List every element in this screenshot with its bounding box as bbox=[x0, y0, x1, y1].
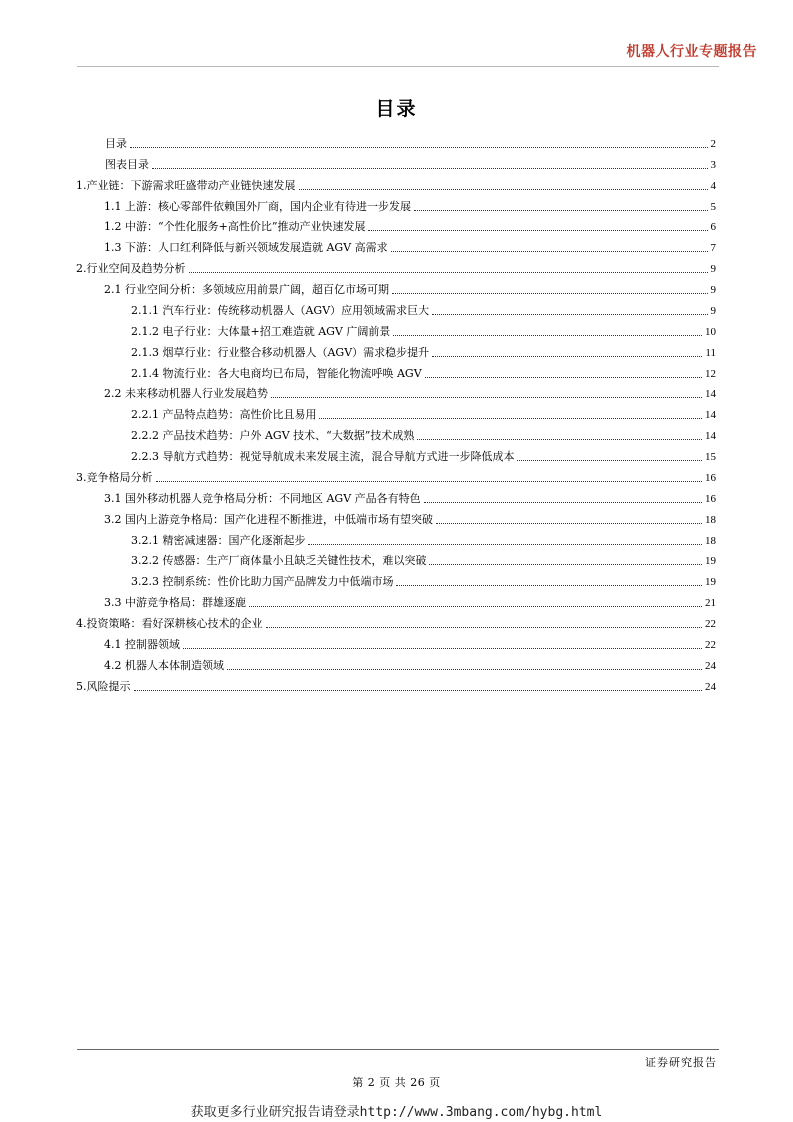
toc-entry-label: 3.竞争格局分析 bbox=[76, 470, 153, 484]
toc-entry[interactable] bbox=[76, 151, 716, 172]
toc-entry-label: 目录 bbox=[105, 136, 127, 150]
toc-entry[interactable] bbox=[76, 297, 716, 318]
toc-entry[interactable] bbox=[76, 318, 716, 339]
toc-entry-label: 1.2 中游：“个性化服务+高性价比”推动产业快速发展 bbox=[104, 220, 366, 234]
toc-leader-dots bbox=[414, 209, 708, 211]
toc-entry[interactable] bbox=[76, 506, 716, 527]
toc-entry-label: 3.2.1 精密减速器：国产化逐渐起步 bbox=[131, 533, 306, 547]
toc-entry[interactable] bbox=[76, 464, 716, 485]
toc-entry-label: 3.2.3 控制系统：性价比助力国产品牌发力中低端市场 bbox=[131, 575, 394, 589]
toc-entry-page: 10 bbox=[705, 325, 716, 338]
toc-leader-dots bbox=[425, 376, 702, 378]
toc-entry-label: 3.2 国内上游竞争格局：国产化进程不断推进，中低端市场有望突破 bbox=[104, 512, 433, 526]
toc-entry-label: 3.1 国外移动机器人竞争格局分析：不同地区 AGV 产品各有特色 bbox=[104, 491, 421, 505]
toc-entry[interactable] bbox=[76, 443, 716, 464]
toc-entry-label: 2.1.4 物流行业：各大电商均已布局，智能化物流呼唤 AGV bbox=[131, 366, 422, 380]
footer-divider bbox=[77, 1049, 719, 1050]
toc-leader-dots bbox=[134, 689, 703, 691]
toc-entry-label: 图表目录 bbox=[105, 157, 149, 171]
toc-entry-label: 1.1 上游：核心零部件依赖国外厂商，国内企业有待进一步发展 bbox=[104, 199, 411, 213]
toc-entry[interactable] bbox=[76, 360, 716, 381]
table-of-contents bbox=[76, 130, 716, 694]
toc-entry-page: 9 bbox=[710, 263, 716, 276]
footer-report-label: 证券研究报告 bbox=[645, 1056, 717, 1069]
toc-entry-page: 9 bbox=[710, 304, 716, 317]
toc-leader-dots bbox=[271, 396, 702, 398]
toc-entry-label: 2.2.1 产品特点趋势：高性价比且易用 bbox=[131, 408, 317, 422]
toc-entry-page: 16 bbox=[705, 471, 716, 484]
toc-entry-page: 24 bbox=[705, 659, 716, 672]
toc-entry[interactable] bbox=[76, 214, 716, 235]
toc-leader-dots bbox=[227, 668, 702, 670]
toc-entry-label: 3.3 中游竞争格局：群雄逐鹿 bbox=[104, 596, 246, 610]
toc-leader-dots bbox=[396, 584, 702, 586]
toc-entry[interactable] bbox=[76, 255, 716, 276]
toc-leader-dots bbox=[424, 501, 702, 503]
toc-entry[interactable] bbox=[76, 631, 716, 652]
toc-leader-dots bbox=[429, 563, 702, 565]
toc-entry-label: 2.行业空间及趋势分析 bbox=[76, 262, 186, 276]
toc-entry-page: 22 bbox=[705, 618, 716, 630]
toc-entry-page: 14 bbox=[705, 430, 716, 443]
toc-entry[interactable] bbox=[76, 130, 716, 151]
toc-leader-dots bbox=[432, 355, 702, 357]
toc-entry[interactable] bbox=[76, 276, 716, 297]
toc-entry-page: 15 bbox=[705, 451, 716, 463]
toc-entry-page: 19 bbox=[705, 576, 716, 589]
toc-entry[interactable] bbox=[76, 485, 716, 506]
toc-entry-label: 4.投资策略：看好深耕核心技术的企业 bbox=[76, 617, 263, 630]
toc-leader-dots bbox=[392, 292, 708, 294]
toc-leader-dots bbox=[249, 605, 702, 607]
toc-entry-page: 6 bbox=[710, 221, 716, 234]
toc-entry[interactable] bbox=[76, 339, 716, 360]
toc-leader-dots bbox=[417, 438, 702, 440]
toc-entry-label: 2.2 未来移动机器人行业发展趋势 bbox=[104, 387, 268, 401]
header-divider bbox=[77, 66, 719, 67]
toc-entry-page: 18 bbox=[705, 534, 716, 547]
toc-entry-page: 9 bbox=[710, 284, 716, 296]
toc-entry-label: 4.2 机器人本体制造领域 bbox=[104, 658, 224, 672]
toc-entry-label: 2.1 行业空间分析：多领域应用前景广阔，超百亿市场可期 bbox=[104, 283, 389, 296]
toc-leader-dots bbox=[391, 250, 708, 252]
toc-leader-dots bbox=[308, 543, 702, 545]
toc-entry-page: 3 bbox=[710, 158, 716, 171]
toc-entry[interactable] bbox=[76, 422, 716, 443]
toc-entry-page: 4 bbox=[710, 179, 716, 192]
toc-leader-dots bbox=[393, 334, 702, 336]
toc-leader-dots bbox=[130, 146, 708, 148]
toc-entry-page: 2 bbox=[710, 137, 716, 150]
page-number: 第 2 页 共 26 页 bbox=[352, 1076, 441, 1089]
toc-entry-page: 12 bbox=[705, 367, 716, 380]
toc-leader-dots bbox=[266, 626, 703, 628]
promo-link-text[interactable]: 获取更多行业研究报告请登录http://www.3mbang.com/hybg.html bbox=[190, 1105, 603, 1120]
toc-entry-page: 22 bbox=[705, 638, 716, 651]
toc-leader-dots bbox=[156, 480, 703, 482]
toc-entry[interactable] bbox=[76, 193, 716, 214]
toc-leader-dots bbox=[517, 459, 702, 461]
toc-leader-dots bbox=[299, 188, 708, 190]
toc-entry[interactable] bbox=[76, 548, 716, 569]
toc-entry[interactable] bbox=[76, 589, 716, 610]
toc-leader-dots bbox=[432, 313, 707, 315]
toc-entry[interactable] bbox=[76, 401, 716, 422]
toc-leader-dots bbox=[368, 229, 707, 231]
toc-entry-page: 19 bbox=[705, 555, 716, 568]
toc-entry-label: 4.1 控制器领域 bbox=[104, 637, 180, 651]
toc-entry-label: 2.1.3 烟草行业：行业整合移动机器人（AGV）需求稳步提升 bbox=[131, 345, 430, 359]
toc-entry[interactable] bbox=[76, 673, 716, 694]
toc-entry-label: 1.产业链：下游需求旺盛带动产业链快速发展 bbox=[76, 178, 296, 192]
toc-entry-page: 14 bbox=[705, 388, 716, 401]
report-header-title: 机器人行业专题报告 bbox=[626, 44, 757, 60]
toc-leader-dots bbox=[319, 417, 702, 419]
toc-leader-dots bbox=[436, 522, 702, 524]
toc-entry[interactable] bbox=[76, 381, 716, 402]
toc-entry-page: 24 bbox=[705, 680, 716, 693]
toc-entry[interactable] bbox=[76, 568, 716, 589]
toc-entry-page: 21 bbox=[705, 597, 716, 610]
toc-entry-label: 2.2.2 产品技术趋势：户外 AGV 技术、“大数据”技术成熟 bbox=[131, 429, 415, 443]
toc-entry[interactable] bbox=[76, 172, 716, 193]
toc-entry-page: 16 bbox=[705, 492, 716, 505]
toc-entry-label: 5.风险提示 bbox=[76, 679, 131, 693]
toc-entry-label: 2.1.2 电子行业：大体量+招工难造就 AGV 广阔前景 bbox=[131, 324, 391, 338]
toc-entry-page: 7 bbox=[710, 242, 716, 255]
toc-leader-dots bbox=[189, 271, 708, 273]
toc-entry[interactable] bbox=[76, 527, 716, 548]
toc-entry[interactable] bbox=[76, 234, 716, 255]
toc-entry-page: 5 bbox=[710, 200, 716, 213]
toc-entry-label: 3.2.2 传感器：生产厂商体量小且缺乏关键性技术，难以突破 bbox=[131, 554, 427, 568]
toc-entry[interactable] bbox=[76, 610, 716, 631]
toc-heading: 目录 bbox=[375, 98, 418, 120]
toc-entry-label: 2.1.1 汽车行业：传统移动机器人（AGV）应用领域需求巨大 bbox=[131, 303, 430, 317]
toc-entry[interactable] bbox=[76, 652, 716, 673]
toc-entry-label: 2.2.3 导航方式趋势：视觉导航成未来发展主流，混合导航方式进一步降低成本 bbox=[131, 450, 515, 463]
toc-leader-dots bbox=[183, 647, 702, 649]
toc-entry-page: 14 bbox=[705, 409, 716, 422]
toc-leader-dots bbox=[152, 167, 708, 169]
toc-entry-page: 11 bbox=[705, 346, 716, 359]
toc-entry-page: 18 bbox=[705, 513, 716, 526]
toc-entry-label: 1.3 下游：人口红利降低与新兴领域发展造就 AGV 高需求 bbox=[104, 241, 388, 255]
